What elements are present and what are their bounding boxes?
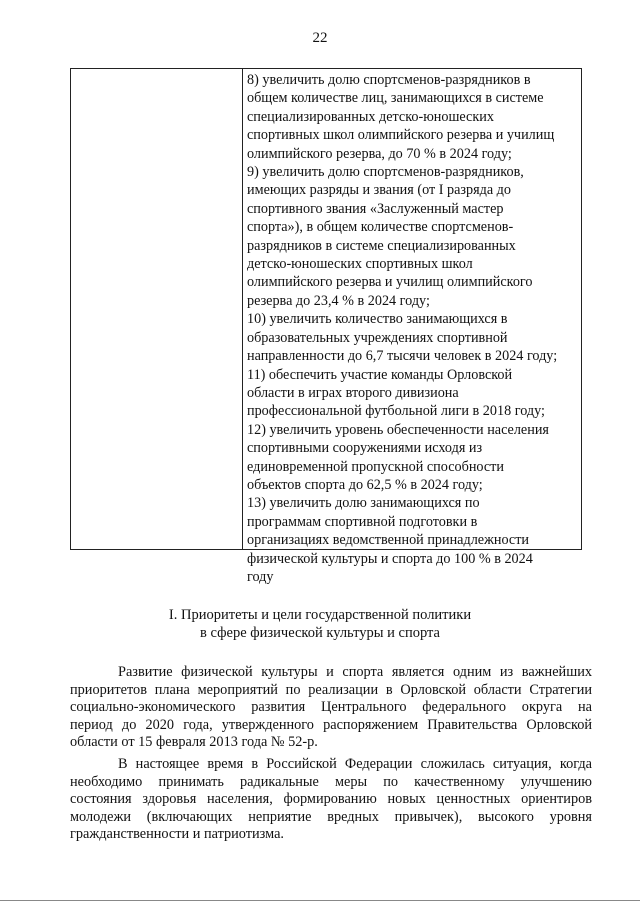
goal-line: году [247,568,274,585]
paragraph-line: необходимо принимать радикальные меры по качественному улучшению [70,773,592,790]
section-heading-line-1: I. Приоритеты и цели государственной политики [168,607,472,623]
paragraph-line: период до 2020 года, утвержденного распоряжением Правительства Орловской [70,716,592,733]
paragraph-line: молодежи (включающих неприятие вредных привычек), высокого уровня [70,808,592,825]
goal-line: спортивного звания «Заслуженный мастер [247,200,504,217]
table-left-cell [71,69,243,549]
goal-line: детско-юношеских спортивных школ [247,256,473,273]
page-number: 22 [312,30,328,46]
goal-line: профессиональной футбольной лиги в 2018 году; [247,403,545,420]
goal-line: физической культуры и спорта до 100 % в 2024 [247,550,533,567]
paragraph-line: области от 15 февраля 2013 года № 52-р. [70,734,318,751]
table-right-cell [244,71,581,585]
body-text [70,664,592,848]
goal-line: единовременной пропускной способности [247,458,504,475]
goal-line: области в играх второго дивизиона [247,384,459,401]
goal-line: разрядников в системе специализированных [247,237,516,254]
goal-line: специализированных детско-юношеских [247,108,494,125]
goal-line: 8) увеличить долю спортсменов-разрядников в [247,72,531,88]
paragraph-line: Развитие физической культуры и спорта является одним из важнейших [118,664,592,680]
section-heading-line-2: в сфере физической культуры и спорта [200,625,440,641]
section-heading [0,606,640,642]
goal-line: 13) увеличить долю занимающихся по [247,495,480,512]
goal-line: общем количестве лиц, занимающихся в системе [247,90,544,107]
paragraph-line: состояния здоровья населения, формированию новых ценностных ориентиров [70,791,592,808]
goal-line: олимпийского резерва и училищ олимпийского [247,274,533,291]
goal-line: спорта»), в общем количестве спортсменов- [247,219,514,236]
goal-line: спортивных школ олимпийского резерва и училищ [247,127,555,144]
goal-line: спортивными сооружениями исходя из [247,440,483,457]
paragraph-line: социально-экономического развития Центрального федерального округа на [70,699,592,716]
goal-line: направленности до 6,7 тысячи человек в 2024 году; [247,348,558,365]
goal-line: 11) обеспечить участие команды Орловской [247,366,513,383]
page-bottom-rule [0,900,640,901]
paragraph-line: В настоящее время в Российской Федерации сложилась ситуация, когда [118,755,592,772]
goals-table [70,68,582,585]
goal-line: 9) увеличить долю спортсменов-разрядников, [247,164,524,181]
goal-line: образовательных учреждениях спортивной [247,329,508,346]
goal-line: имеющих разряды и звания (от I разряда до [247,182,511,199]
goal-line: 12) увеличить уровень обеспеченности населения [247,421,549,438]
goal-line: программам спортивной подготовки в [247,513,478,530]
goal-line: объектов спорта до 62,5 % в 2024 году; [247,476,483,493]
paragraph [70,664,592,752]
goal-line: 10) увеличить количество занимающихся в [247,311,508,328]
paragraph-line: гражданственности и патриотизма. [70,826,284,843]
paragraph-line: приоритетов плана мероприятий по реализации в Орловской области Стратегии [70,681,592,698]
paragraph [70,756,592,844]
goal-line: олимпийского резерва, до 70 % в 2024 году; [247,145,512,162]
goal-line: резерва до 23,4 % в 2024 году; [247,292,430,309]
goal-line: организациях ведомственной принадлежности [247,532,530,549]
